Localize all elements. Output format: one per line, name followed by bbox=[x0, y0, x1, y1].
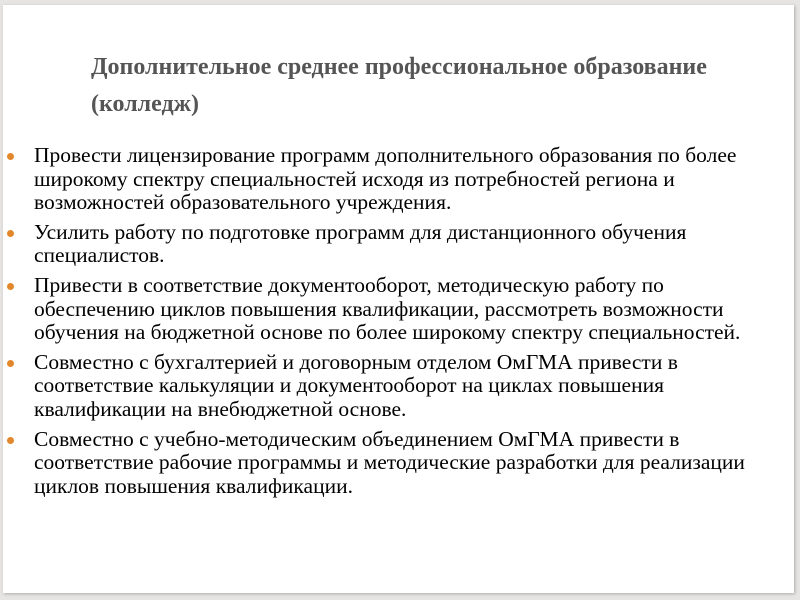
bullet-dot-icon bbox=[7, 437, 14, 444]
bullet-item bbox=[3, 144, 793, 215]
slide bbox=[3, 5, 794, 593]
bullet-dot-icon bbox=[7, 230, 14, 237]
bullet-text: Привести в соответствие документооборот, методическую работу по обеспечению циклов повышения квалификации, рассмотреть возможности обучения на бюджетной основе по более широкому спектру специальностей. bbox=[34, 272, 741, 345]
bullet-text: Совместно с бухгалтерией и договорным отделом ОмГМА привести в соответствие калькуляции и документооборот на циклах повышения квалификации на внебюджетной основе. bbox=[34, 349, 678, 421]
bullet-text: Совместно с учебно-методическим объединением ОмГМА привести в соответствие рабочие программы и методические разработки для реализации циклов повышения квалификации. bbox=[34, 426, 745, 498]
bullet-item bbox=[3, 428, 793, 499]
bullet-dot-icon bbox=[7, 360, 14, 367]
bullet-text: Провести лицензирование программ дополнительного образования по более широкому спектру специальностей исходя из потребностей региона и возможностей образовательного учреждения. bbox=[34, 143, 737, 215]
bullet-item bbox=[3, 351, 793, 422]
bullet-item bbox=[3, 221, 793, 268]
bullet-dot-icon bbox=[7, 283, 14, 290]
bullet-dot-icon bbox=[7, 153, 14, 160]
bullet-list bbox=[3, 144, 793, 504]
bullet-item bbox=[3, 274, 793, 345]
slide-title: Дополнительное среднее профессиональное образование (колледж) bbox=[91, 54, 707, 117]
bullet-text: Усилить работу по подготовке программ для дистанционного обучения специалистов. bbox=[34, 219, 687, 268]
